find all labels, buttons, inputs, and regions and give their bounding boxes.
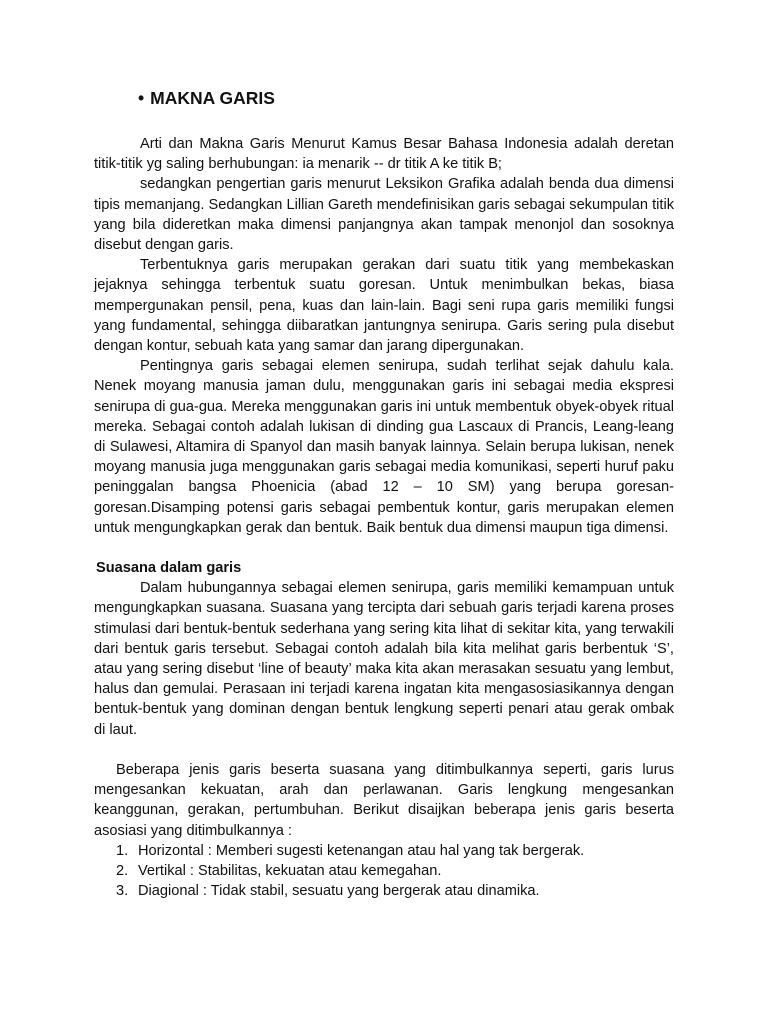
list-item — [94, 881, 674, 901]
paragraph-definition: Arti dan Makna Garis Menurut Kamus Besar Bahasa Indonesia adalah deretan titik-titik yg saling berhubungan: ia menarik -- dr titik A ke titik B; — [94, 136, 674, 173]
paragraph-terbentuknya: Terbentuknya garis merupakan gerakan dari suatu titik yang membekaskan jejaknya sehingga terbentuk suatu goresan. Untuk menimbulkan bekas, biasa mempergunakan pensil, pena, kuas dan lain-lain. Bagi seni rupa garis memiliki fungsi yang fundamental, sehingga diibaratkan jantungnya senirupa. Garis sering pula disebut dengan kontur, sebuah kata yang samar dan jarang dipergunakan. — [94, 257, 674, 355]
list-text: Vertikal : Stabilitas, kekuatan atau kemegahan. — [138, 862, 442, 879]
list-number: 3. — [116, 883, 129, 900]
title-bullet: • — [138, 88, 145, 108]
list-number: 2. — [116, 862, 129, 879]
page-title — [138, 86, 674, 110]
list-item — [94, 861, 674, 881]
line-types-list — [94, 841, 674, 902]
section-heading: Suasana dalam garis — [96, 560, 242, 577]
list-text: Diagional : Tidak stabil, sesuatu yang bergerak atau dinamika. — [138, 883, 540, 900]
spacer — [94, 740, 674, 760]
list-number: 1. — [116, 842, 129, 859]
paragraph-suasana: Dalam hubungannya sebagai elemen senirupa, garis memiliki kemampuan untuk mengungkapkan suasana. Suasana yang tercipta dari sebuah garis terjadi karena proses stimulasi dari bentuk-bentuk sederhana yang sering kita lihat di sekitar kita, yang terwakili dari bentuk garis tersebut. Sebagai contoh adalah bila kita melihat garis berbentuk ‘S’, atau yang sering disebut ‘line of beauty’ maka kita akan merasakan sesuatu yang lembut, halus dan gemulai. Perasaan ini terjadi karena ingatan kita mengasosiasikannya dengan bentuk-bentuk yang dominan dengan bentuk lengkung seperti penari atau gerak ombak di laut. — [94, 580, 674, 738]
paragraph-leksikon: sedangkan pengertian garis menurut Leksikon Grafika adalah benda dua dimensi tipis memanjang. Sedangkan Lillian Gareth mendefinisikan garis sebagai sekumpulan titik yang bila dideretkan maka dimensi panjangnya akan tampak menonjol dan sosoknya disebut dengan garis. — [94, 176, 674, 254]
spacer — [94, 538, 674, 558]
paragraph-pentingnya: Pentingnya garis sebagai elemen senirupa, sudah terlihat sejak dahulu kala. Nenek moyang manusia jaman dulu, menggunakan garis ini sebagai media ekspresi senirupa di gua-gua. Mereka menggunakan garis ini untuk membentuk obyek-obyek ritual mereka. Sebagai contoh adalah lukisan di dinding gua Lascaux di Prancis, Leang-leang di Sulawesi, Altamira di Spanyol dan masih banyak lainnya. Selain berupa lukisan, nenek moyang manusia juga menggunakan garis sebagai media komunikasi, seperti huruf paku peninggalan bangsa Phoenicia (abad 12 – 10 SM) yang berupa goresan-goresan.Disamping potensi garis sebagai pembentuk kontur, garis merupakan elemen untuk mengungkapkan gerak dan bentuk. Baik bentuk dua dimensi maupun tiga dimensi. — [94, 358, 674, 536]
list-item — [94, 841, 674, 861]
document-content — [94, 86, 674, 901]
list-text: Horizontal : Memberi sugesti ketenangan atau hal yang tak bergerak. — [138, 842, 585, 859]
paragraph-jenis-garis: Beberapa jenis garis beserta suasana yang ditimbulkannya seperti, garis lurus mengesankan kekuatan, arah dan perlawanan. Garis lengkung mengesankan keanggunan, gerakan, pertumbuhan. Berikut disaijkan beberapa jenis garis beserta asosiasi yang ditimbulkannya : — [94, 761, 674, 839]
title-text: MAKNA GARIS — [150, 88, 275, 108]
